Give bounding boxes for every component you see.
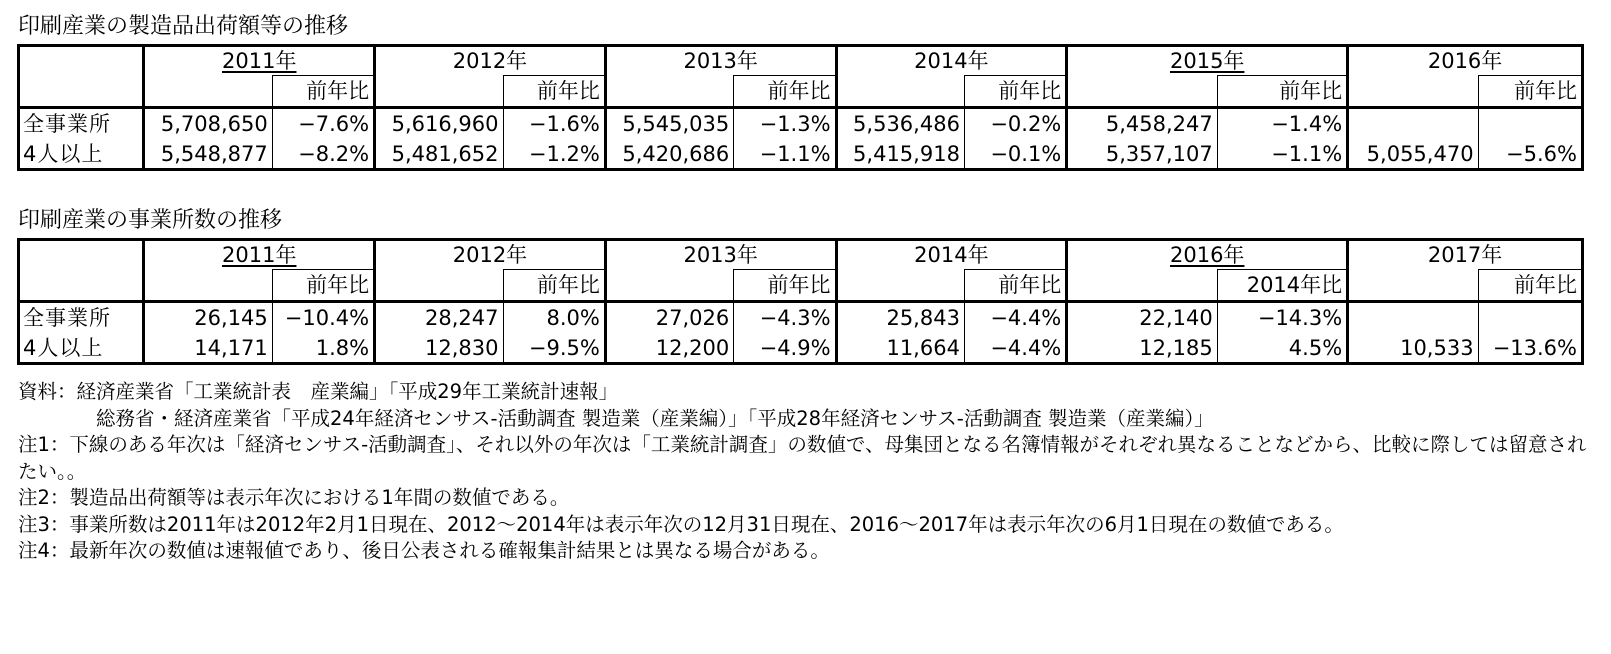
year-header xyxy=(1348,240,1583,270)
value-cell: 5,548,877 xyxy=(144,139,272,170)
table2-title: 印刷産業の事業所数の推移 xyxy=(18,208,283,233)
value-cell: 27,026 xyxy=(605,302,733,334)
year-header xyxy=(836,46,1067,76)
ratio-subheader: 2014年比 xyxy=(1217,270,1347,302)
ratio-cell: −1.2% xyxy=(503,139,605,170)
year-header xyxy=(144,46,375,76)
ratio-cell: −1.6% xyxy=(503,108,605,140)
ratio-subheader: 前年比 xyxy=(734,270,836,302)
ratio-cell: −1.4% xyxy=(1217,108,1347,140)
value-cell: 5,420,686 xyxy=(605,139,733,170)
year-header xyxy=(375,240,606,270)
ratio-cell: 8.0% xyxy=(503,302,605,334)
value-cell: 5,357,107 xyxy=(1067,139,1217,170)
year-header xyxy=(1067,46,1348,76)
value-cell: 5,536,486 xyxy=(836,108,964,140)
ratio-cell: −4.3% xyxy=(734,302,836,334)
ratio-cell: −1.1% xyxy=(1217,139,1347,170)
ratio-cell: −7.6% xyxy=(272,108,374,140)
year-header xyxy=(605,240,836,270)
value-cell: 5,616,960 xyxy=(375,108,503,140)
row-label: 4人以上 xyxy=(23,335,104,360)
ratio-cell: −4.9% xyxy=(734,333,836,364)
year-label: 2014年 xyxy=(914,49,989,73)
source-line-1: 資料：経済産業省「工業統計表 産業編」「平成29年工業統計速報」 xyxy=(18,380,619,403)
ratio-cell: −4.4% xyxy=(964,333,1066,364)
year-label: 2011年 xyxy=(222,49,297,73)
year-label: 2014年 xyxy=(914,243,989,267)
value-cell: 5,415,918 xyxy=(836,139,964,170)
value-subheader xyxy=(1348,76,1478,108)
value-subheader xyxy=(1348,270,1478,302)
year-header xyxy=(375,46,606,76)
table-row xyxy=(19,139,1583,170)
value-cell: 25,843 xyxy=(836,302,964,334)
year-header xyxy=(836,240,1067,270)
ratio-cell: −4.4% xyxy=(964,302,1066,334)
value-subheader xyxy=(144,76,272,108)
value-cell: 5,708,650 xyxy=(144,108,272,140)
table-row xyxy=(19,108,1583,140)
note-1: 注1：下線のある年次は「経済センサス-活動調査」、それ以外の年次は「工業統計調査」の数値で、母集団となる名簿情報がそれぞれ異なることなどから、比較に際しては留意されたい。。 xyxy=(18,433,1587,483)
value-cell: 12,200 xyxy=(605,333,733,364)
value-subheader xyxy=(1067,76,1217,108)
corner-cell xyxy=(19,240,144,302)
value-cell: 26,145 xyxy=(144,302,272,334)
year-header xyxy=(1067,240,1348,270)
ratio-subheader: 前年比 xyxy=(272,270,374,302)
ratio-cell: −10.4% xyxy=(272,302,374,334)
value-cell: 11,664 xyxy=(836,333,964,364)
value-cell xyxy=(1348,302,1478,334)
table-row xyxy=(19,302,1583,334)
ratio-cell xyxy=(1478,108,1582,140)
ratio-cell: −8.2% xyxy=(272,139,374,170)
value-subheader xyxy=(605,270,733,302)
value-subheader xyxy=(375,76,503,108)
ratio-cell: −0.1% xyxy=(964,139,1066,170)
shipment-value-table xyxy=(17,44,1584,171)
ratio-subheader: 前年比 xyxy=(503,76,605,108)
table1-title: 印刷産業の製造品出荷額等の推移 xyxy=(18,14,349,39)
ratio-cell: −9.5% xyxy=(503,333,605,364)
year-label: 2015年 xyxy=(1169,49,1245,73)
year-header xyxy=(1348,46,1583,76)
ratio-subheader: 前年比 xyxy=(734,76,836,108)
ratio-subheader: 前年比 xyxy=(964,76,1066,108)
ratio-cell: 1.8% xyxy=(272,333,374,364)
source-line-2: 総務省・経済産業省「平成24年経済センサス-活動調査 製造業（産業編）」「平成28年経済センサス-活動調査 製造業（産業編）」 xyxy=(96,406,1214,430)
ratio-cell: −1.1% xyxy=(734,139,836,170)
value-subheader xyxy=(605,76,733,108)
ratio-subheader: 前年比 xyxy=(272,76,374,108)
notes-section xyxy=(18,379,1593,565)
value-cell: 12,185 xyxy=(1067,333,1217,364)
corner-cell xyxy=(19,46,144,108)
value-cell xyxy=(1348,108,1478,140)
row-label: 全事業所 xyxy=(23,112,111,136)
value-cell: 12,830 xyxy=(375,333,503,364)
year-label: 2012年 xyxy=(452,49,528,73)
ratio-subheader: 前年比 xyxy=(964,270,1066,302)
year-header xyxy=(605,46,836,76)
value-cell: 10,533 xyxy=(1348,333,1478,364)
value-cell: 14,171 xyxy=(144,333,272,364)
ratio-cell: −1.3% xyxy=(734,108,836,140)
year-label: 2013年 xyxy=(683,243,758,267)
year-label: 2012年 xyxy=(452,243,528,267)
ratio-cell: −14.3% xyxy=(1217,302,1347,334)
value-subheader xyxy=(836,270,964,302)
value-cell: 5,055,470 xyxy=(1348,139,1478,170)
value-subheader xyxy=(1067,270,1217,302)
year-label: 2016年 xyxy=(1169,243,1245,267)
year-label: 2017年 xyxy=(1427,243,1503,267)
note-3: 注3：事業所数は2011年は2012年2月1日現在、2012～2014年は表示年次の12月31日現在、2016～2017年は表示年次の6月1日現在の数値である。 xyxy=(18,512,1344,536)
year-label: 2013年 xyxy=(683,49,758,73)
value-cell: 5,545,035 xyxy=(605,108,733,140)
ratio-cell: −13.6% xyxy=(1478,333,1582,364)
value-cell: 5,481,652 xyxy=(375,139,503,170)
establishment-count-table xyxy=(17,238,1584,365)
year-label: 2011年 xyxy=(222,243,297,267)
table-row xyxy=(19,333,1583,364)
ratio-subheader: 前年比 xyxy=(1217,76,1347,108)
row-label: 4人以上 xyxy=(23,141,104,166)
ratio-cell: −5.6% xyxy=(1478,139,1582,170)
value-subheader xyxy=(375,270,503,302)
note-4: 注4：最新年次の数値は速報値であり、後日公表される確報集計結果とは異なる場合がある。 xyxy=(18,539,830,562)
value-cell: 28,247 xyxy=(375,302,503,334)
ratio-cell: 4.5% xyxy=(1217,333,1347,364)
value-subheader xyxy=(836,76,964,108)
row-label: 全事業所 xyxy=(23,306,111,330)
value-cell: 22,140 xyxy=(1067,302,1217,334)
note-2: 注2：製造品出荷額等は表示年次における1年間の数値である。 xyxy=(18,486,570,509)
ratio-subheader: 前年比 xyxy=(503,270,605,302)
value-cell: 5,458,247 xyxy=(1067,108,1217,140)
ratio-cell: −0.2% xyxy=(964,108,1066,140)
ratio-subheader: 前年比 xyxy=(1478,270,1582,302)
ratio-cell xyxy=(1478,302,1582,334)
value-subheader xyxy=(144,270,272,302)
ratio-subheader: 前年比 xyxy=(1478,76,1582,108)
year-label: 2016年 xyxy=(1427,49,1503,73)
year-header xyxy=(144,240,375,270)
